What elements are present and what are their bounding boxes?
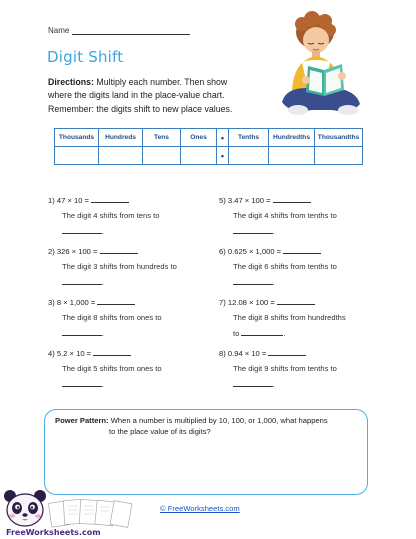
period: . <box>273 227 276 236</box>
problem-3-shift-line: The digit 8 shifts from ones to <box>62 313 162 322</box>
chart-cell-tens[interactable] <box>143 147 181 165</box>
period: . <box>102 278 105 287</box>
problem-1-shift-line: The digit 4 shifts from tens to <box>62 211 160 220</box>
problem-5-shift-answer[interactable] <box>233 226 275 237</box>
chart-header-row <box>55 129 363 147</box>
chart-header-decimal-point: • <box>217 129 229 147</box>
power-pattern-box[interactable] <box>44 409 368 495</box>
chart-header-hundredths: Hundredths <box>269 129 315 147</box>
problem-1-shift-answer[interactable] <box>62 226 104 237</box>
directions-line-3: Remember: the digits shift to new place values. <box>48 103 233 114</box>
worksheet-stack-icon <box>48 498 134 528</box>
problem-4-shift-answer[interactable] <box>62 379 104 390</box>
shift-blank[interactable] <box>233 379 276 389</box>
problem-2-shift-line: The digit 3 shifts from hundreds to <box>62 262 177 271</box>
period: . <box>102 380 105 389</box>
shift-blank[interactable] <box>62 226 105 236</box>
reading-boy-illustration <box>272 10 368 122</box>
page-title: Digit Shift <box>47 48 124 66</box>
problem-3-shift-answer[interactable] <box>62 328 104 339</box>
chart-header-hundreds: Hundreds <box>99 129 143 147</box>
problem-6-shift-answer[interactable] <box>233 277 275 288</box>
problem-expression: 326 × 100 = <box>56 247 98 256</box>
period: . <box>273 380 276 389</box>
problem-number: 2) <box>48 247 55 256</box>
problem-8-shift-line: The digit 9 shifts from tenths to <box>233 364 337 373</box>
answer-blank[interactable] <box>100 246 138 254</box>
problem-6 <box>219 246 321 257</box>
chart-header-thousandths: Thousandths <box>315 129 363 147</box>
problem-number: 8) <box>219 349 226 358</box>
answer-blank[interactable] <box>283 246 321 254</box>
directions <box>48 76 308 116</box>
chart-cell-thousandths[interactable] <box>315 147 363 165</box>
power-pattern-label: Power Pattern: <box>55 416 109 425</box>
problem-number: 7) <box>219 298 226 307</box>
problem-1 <box>48 195 129 206</box>
problem-expression: 8 × 1,000 = <box>56 298 96 307</box>
chart-cell-decimal-point: • <box>217 147 229 165</box>
problem-4-shift-line: The digit 5 shifts from ones to <box>62 364 162 373</box>
shift-blank[interactable] <box>62 328 105 338</box>
brand-wordmark: FreeWorksheets.com <box>6 528 101 537</box>
period: . <box>283 329 286 338</box>
problem-expression: 12.08 × 100 = <box>227 298 275 307</box>
shift-blank[interactable] <box>233 226 276 236</box>
problem-expression: 5.2 × 10 = <box>56 349 92 358</box>
answer-blank[interactable] <box>93 348 131 356</box>
problem-5-shift-line: The digit 4 shifts from tenths to <box>233 211 337 220</box>
problem-4 <box>48 348 131 359</box>
power-pattern-line-2: to the place value of its digits? <box>109 427 211 436</box>
problem-2 <box>48 246 138 257</box>
problem-7-shift-line: The digit 8 shifts from hundredths <box>233 313 346 322</box>
chart-header-tens: Tens <box>143 129 181 147</box>
chart-cell-hundreds[interactable] <box>99 147 143 165</box>
problem-8 <box>219 348 306 359</box>
answer-blank[interactable] <box>268 348 306 356</box>
name-blank-line[interactable] <box>72 26 190 35</box>
directions-label: Directions: <box>48 77 94 87</box>
chart-cell-hundredths[interactable] <box>269 147 315 165</box>
name-field[interactable] <box>48 26 190 35</box>
name-label: Name <box>48 26 70 35</box>
place-value-chart <box>54 128 363 165</box>
problem-number: 5) <box>219 196 226 205</box>
problem-7 <box>219 297 315 308</box>
problem-expression: 0.94 × 10 = <box>227 349 267 358</box>
problem-5 <box>219 195 311 206</box>
problem-number: 1) <box>48 196 55 205</box>
problem-3 <box>48 297 135 308</box>
answer-blank[interactable] <box>97 297 135 305</box>
shift-blank[interactable] <box>62 277 105 287</box>
period: . <box>273 278 276 287</box>
chart-answer-row[interactable] <box>55 147 363 165</box>
problem-expression: 3.47 × 100 = <box>227 196 271 205</box>
shift-blank[interactable] <box>62 379 105 389</box>
problem-number: 4) <box>48 349 55 358</box>
period: . <box>102 329 105 338</box>
problem-2-shift-answer[interactable] <box>62 277 104 288</box>
problem-number: 6) <box>219 247 226 256</box>
directions-line-1: Multiply each number. Then show <box>93 77 228 87</box>
chart-header-thousands: Thousands <box>55 129 99 147</box>
chart-cell-tenths[interactable] <box>229 147 269 165</box>
answer-blank[interactable] <box>277 297 315 305</box>
chart-cell-thousands[interactable] <box>55 147 99 165</box>
problem-expression: 0.625 × 1,000 = <box>227 247 282 256</box>
period: . <box>102 227 105 236</box>
problem-6-shift-line: The digit 6 shifts from tenths to <box>233 262 337 271</box>
prefix: to <box>233 329 240 338</box>
problem-number: 3) <box>48 298 55 307</box>
problem-expression: 47 × 10 = <box>56 196 89 205</box>
shift-blank[interactable] <box>241 328 286 338</box>
footer-link[interactable]: © FreeWorksheets.com <box>160 504 240 513</box>
chart-header-tenths: Tenths <box>229 129 269 147</box>
power-pattern-line-1: When a number is multiplied by 10, 100, or 1,000, what happens <box>108 416 328 425</box>
chart-cell-ones[interactable] <box>181 147 217 165</box>
panda-mascot-icon <box>2 488 48 528</box>
directions-line-2: where the digits land in the place-value chart. <box>48 90 225 101</box>
problem-8-shift-answer[interactable] <box>233 379 275 390</box>
answer-blank[interactable] <box>273 195 311 203</box>
problem-7-shift-answer[interactable] <box>233 328 286 339</box>
shift-blank[interactable] <box>233 277 276 287</box>
answer-blank[interactable] <box>91 195 129 203</box>
chart-header-ones: Ones <box>181 129 217 147</box>
